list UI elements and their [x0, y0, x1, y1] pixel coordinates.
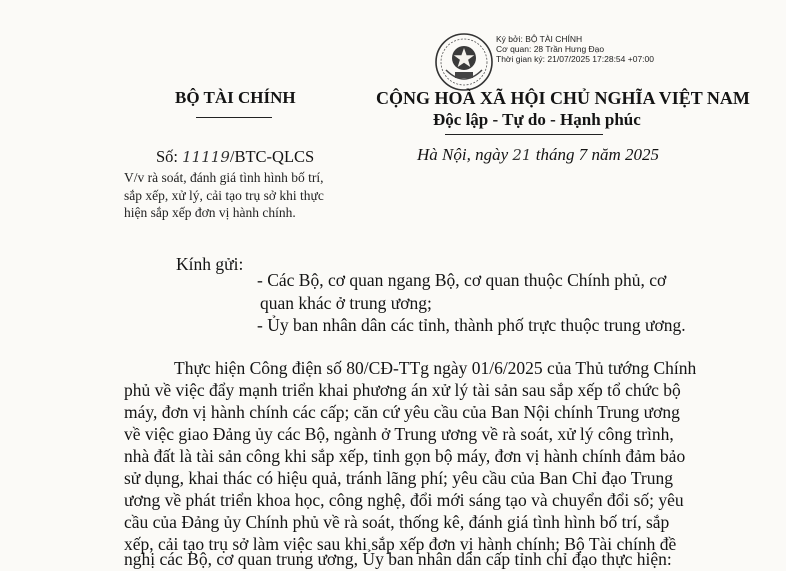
body-line-3: máy, đơn vị hành chính các cấp; căn cứ yêu cầu của Ban Nội chính Trung ương [124, 402, 680, 422]
recipients-greeting: Kính gửi: [176, 254, 244, 274]
national-motto: Độc lập - Tự do - Hạnh phúc [433, 110, 641, 129]
body-line-1: Thực hiện Công điện số 80/CĐ-TTg ngày 01/6/2025 của Thủ tướng Chính [174, 358, 697, 378]
recipient-line-2: quan khác ở trung ương; [260, 293, 432, 313]
signature-agency: Cơ quan: 28 Trần Hưng Đạo [496, 44, 605, 54]
document-number-value: 11119 [182, 148, 230, 166]
signature-time: Thời gian ký: 21/07/2025 17:28:54 +07:00 [496, 54, 654, 64]
recipient-line-1: - Các Bộ, cơ quan ngang Bộ, cơ quan thuộc Chính phủ, cơ [257, 270, 667, 290]
subject-line-2: sắp xếp, xử lý, cải tạo trụ sở khi thực [124, 188, 324, 203]
document-number-suffix: /BTC-QLCS [229, 147, 315, 166]
document-number [156, 147, 314, 167]
body-line-5: nhà đất là tài sản công khi sắp xếp, tinh gọn bộ máy, đơn vị hành chính đảm bảo [124, 446, 686, 466]
subject-line-3: hiện sắp xếp đơn vị hành chính. [124, 205, 296, 220]
body-line-10: nghị các Bộ, cơ quan trung ương, Ủy ban nhân dân cấp tỉnh chỉ đạo thực hiện: [124, 549, 672, 569]
signature-signed-by: Ký bởi: BỘ TÀI CHÍNH [496, 34, 583, 44]
body-line-6: sử dụng, khai thác có hiệu quả, tránh lãng phí; yêu cầu của Ban Chỉ đạo Trung [124, 468, 673, 488]
motto-divider [445, 134, 603, 135]
body-line-2: phủ về việc đẩy mạnh triển khai phương án xử lý tài sản sau sắp xếp tổ chức bộ [124, 380, 681, 400]
national-emblem-icon [434, 32, 494, 92]
document-number-prefix: Số: [156, 147, 183, 166]
place-date-day: 21 [512, 146, 532, 164]
body-line-7: ương về phát triển khoa học, công nghệ, đổi mới sáng tạo và chuyển đổi số; yêu [124, 490, 684, 510]
body-line-4: về việc giao Đảng ủy các Bộ, ngành ở Trung ương về rà soát, xử lý công trình, [124, 424, 674, 444]
place-date-after: tháng 7 năm 2025 [531, 145, 659, 164]
recipient-line-3: - Ủy ban nhân dân các tỉnh, thành phố trực thuộc trung ương. [257, 315, 686, 335]
organization-divider [196, 117, 272, 118]
body-line-8: cầu của Đảng ủy Chính phủ về rà soát, thống kê, đánh giá tình hình bố trí, sắp [124, 512, 670, 532]
place-date-before: Hà Nội, ngày [417, 145, 513, 164]
nation-name: CỘNG HOÀ XÃ HỘI CHỦ NGHĨA VIỆT NAM [376, 88, 750, 108]
body-line-9: xếp, cải tạo trụ sở làm việc sau khi sắp xếp đơn vị hành chính; Bộ Tài chính đề [124, 534, 677, 554]
organization-name: BỘ TÀI CHÍNH [175, 88, 296, 107]
subject-line-1: V/v rà soát, đánh giá tình hình bố trí, [124, 170, 324, 185]
place-date [417, 145, 659, 165]
